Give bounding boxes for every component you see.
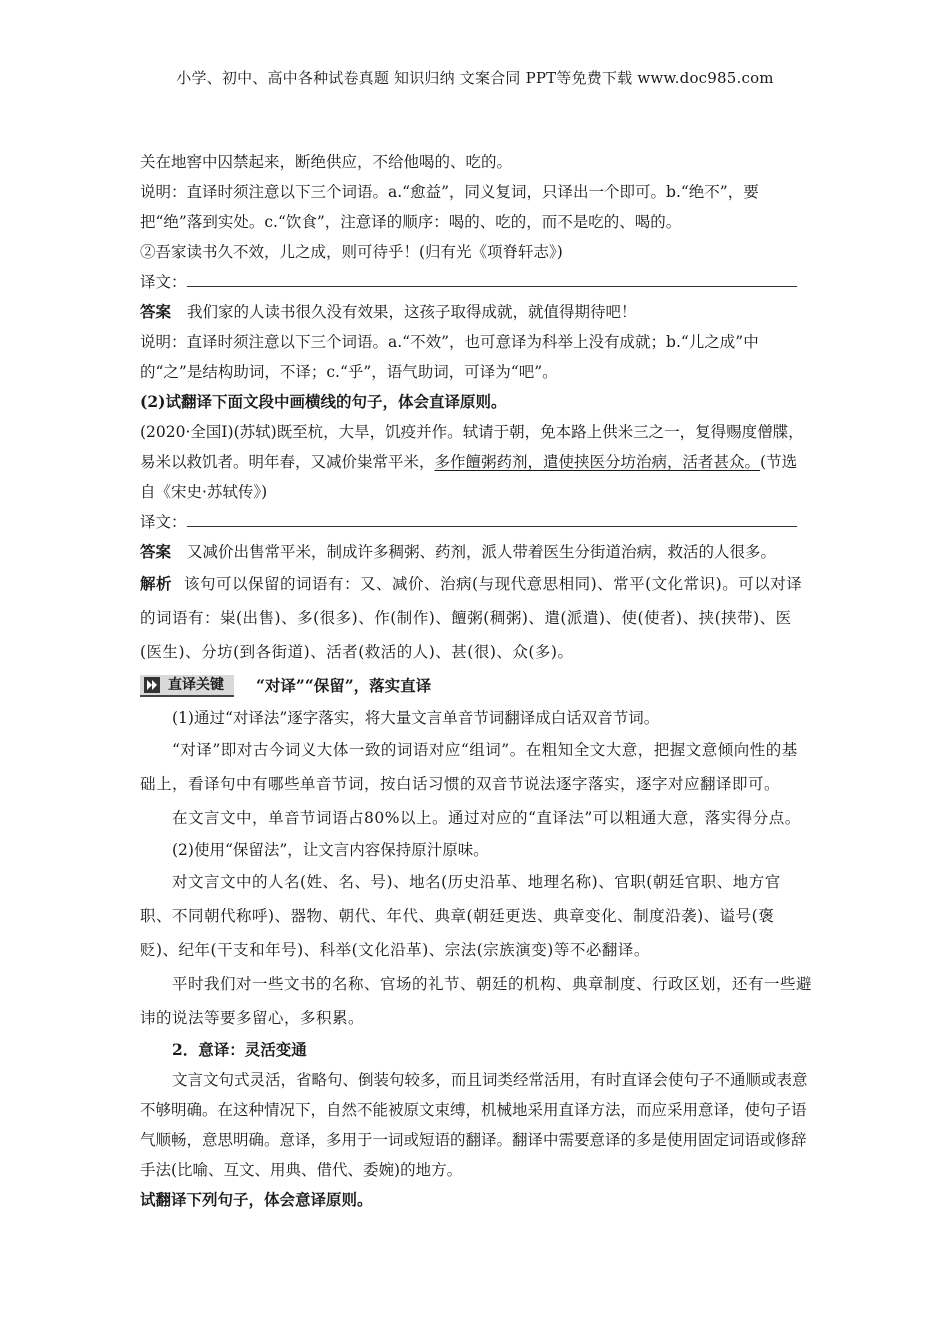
paragraph-7: 文言文句式灵活，省略句、倒装句较多，而且词类经常活用，有时直译会使句子不通顺或表意不够明确。在这种情况下，自然不能被原文束缚，机械地采用直译方法，而应采用意译，使句子语气顺畅，意思明确。意译，多用于一词或短语的翻译。翻译中需要意译的多是使用固定词语或修辞手法(比喻、互文、用典、借代、委婉)的地方。 [140,1071,808,1179]
key-section-heading [140,671,812,701]
answer-line [187,508,797,527]
key-title: “对译”“保留”，落实直译 [256,676,432,695]
passage-source: (节选自《宋史·苏轼传》) [140,453,798,501]
paragraph-2: “对译”即对古今词义大体一致的词语对应“组词”。在粗知全文大意，把握文意倾向性的基础上，看译句中有哪些单音节词，按白话习惯的双音节说法逐字落实，逐字对应翻译即可。 [140,741,798,793]
note-1: 说明：直译时须注意以下三个词语。a.“愈益”，同义复词，只译出一个即可。b.“绝不”，要把“绝”落到实处。c.“饮食”，注意译的顺序：喝的、吃的，而不是吃的、喝的。 [140,183,759,231]
key-badge [140,675,234,697]
document-body [140,147,812,1215]
paragraph-5: 对文言文中的人名(姓、名、号)、地名(历史沿革、地理名称)、官职(朝廷官职、地方官职、不同朝代称呼)、器物、朝代、年代、典章(朝廷更迭、典章变化、制度沿袭)、谥号(褒贬)、纪年(干支和年号)、科举(文化沿革)、宗法(宗族演变)等不必翻译。 [140,873,781,959]
section-2-heading: 2．意译：灵活变通 [172,1040,307,1059]
translation-blank-2 [140,507,812,537]
answer-label: 答案 [140,542,172,561]
key-badge-label: 直译关键 [168,677,224,693]
site-header: 小学、初中、高中各种试卷真题 知识归纳 文案合同 PPT等免费下载 www.doc985.com [176,69,774,87]
answer-1 [140,297,812,327]
underlined-sentence: 多作饘粥药剂，遣使挟医分坊治病，活者甚众。 [434,453,761,471]
paragraph-6: 平时我们对一些文书的名称、官场的礼节、朝廷的机构、典章制度、行政区划，还有一些避讳的说法等要多留心，多积累。 [140,975,813,1027]
final-instruction: 试翻译下列句子，体会意译原则。 [140,1190,373,1209]
answer-label: 答案 [140,302,172,321]
answer-text: 我们家的人读书很久没有效果，这孩子取得成就，就值得期待吧！ [187,303,637,321]
paragraph-1: (1)通过“对译法”逐字落实，将大量文言单音节词翻译成白话双音节词。 [172,709,660,727]
double-chevron-icon [144,677,160,693]
analysis-label: 解析 [140,574,173,593]
note-2: 说明：直译时须注意以下三个词语。a.“不效”，也可意译为科举上没有成就；b.“儿之成”中的“之”是结构助词，不译；c.“乎”，语气助词，可译为“吧”。 [140,333,759,381]
translation-label: 译文： [140,273,187,291]
translation-line-1: 关在地窖中囚禁起来，断绝供应，不给他喝的、吃的。 [140,153,513,171]
analysis-text: 该句可以保留的词语有：又、减价、治病(与现代意思相同)、常平(文化常识)。可以对译的词语有：粜(出售)、多(很多)、作(制作)、饘粥(稠粥)、遣(派遣)、使(使者)、挟(挟带)、医(医生)、分坊(到各街道)、活者(救活的人)、甚(很)、众(多)。 [140,575,803,661]
translation-blank-1 [140,267,812,297]
translation-label: 译文： [140,513,187,531]
passage [140,417,812,507]
sentence-2: ②吾家读书久不效，儿之成，则可待乎！(归有光《项脊轩志》) [140,243,563,261]
answer-text: 又减价出售常平米，制成许多稠粥、药剂，派人带着医生分街道治病，救活的人很多。 [187,543,777,561]
question-2: (2)试翻译下面文段中画横线的句子，体会直译原则。 [140,392,507,411]
passage-text: (2020·全国Ⅰ)(苏轼)既至杭，大旱，饥疫并作。轼请于朝，免本路上供米三之一，复得赐度僧牒，易米以救饥者。明年春，又减价粜常平米， [140,423,804,471]
answer-2 [140,537,812,567]
answer-line [187,268,797,287]
paragraph-3: 在文言文中，单音节词语占80%以上。通过对应的“直译法”可以粗通大意，落实得分点。 [172,809,801,827]
analysis [140,567,812,669]
paragraph-4: (2)使用“保留法”，让文言内容保持原汁原味。 [172,841,489,859]
